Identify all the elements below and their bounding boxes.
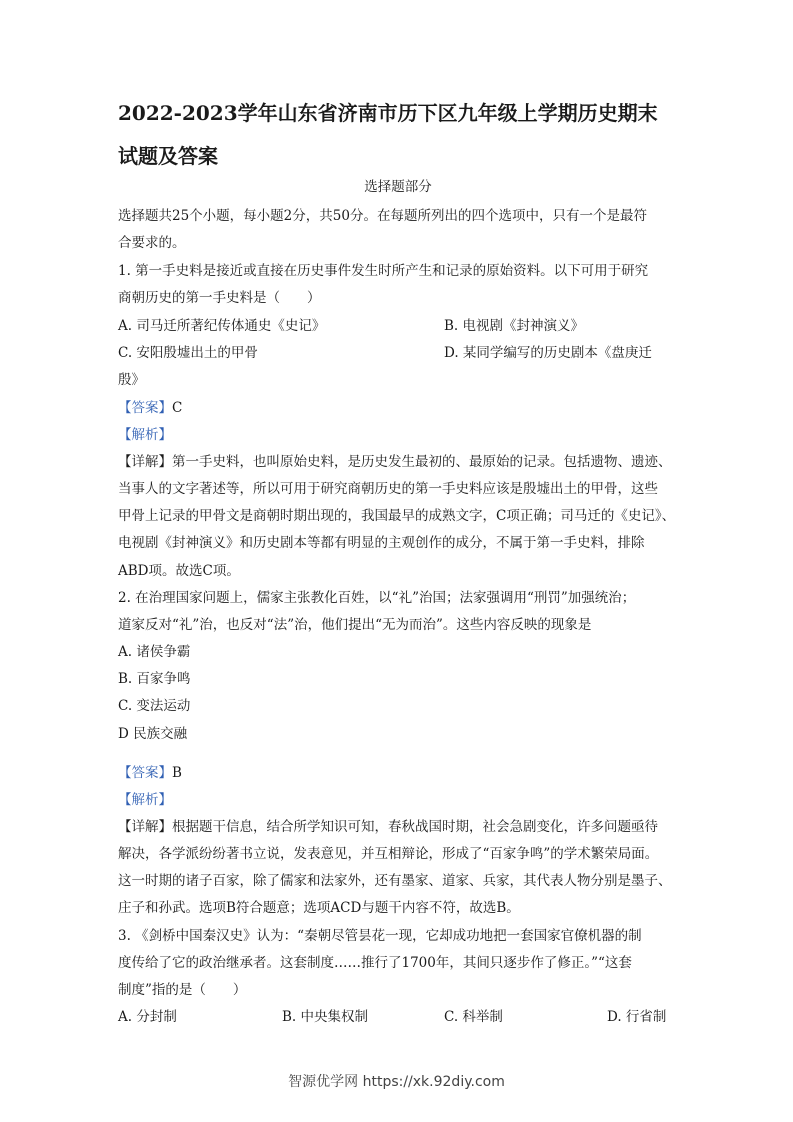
q1-option-d-continued: 殷》 — [118, 372, 145, 388]
q3-option-b: B. 中央集权制 — [282, 1009, 369, 1025]
q1-stem-line-1: 1. 第一手史料是接近或直接在历史事件发生时所产生和记录的原始资料。以下可用于研究 — [118, 263, 649, 279]
q1-answer-value: C — [172, 400, 183, 416]
q2-detail-line-3: 这一时期的诸子百家，除了儒家和法家外，还有墨家、道家、兵家，其代表人物分别是墨子、 — [118, 873, 672, 889]
q1-analysis-tag: 【解析】 — [118, 427, 172, 443]
q1-option-c: C. 安阳殷墟出土的甲骨 — [118, 345, 258, 361]
q1-detail-line-3: 甲骨上记录的甲骨文是商朝时期出现的，我国最早的成熟文字，C项正确；司马迁的《史记》、 — [118, 508, 676, 524]
intro-line-1: 选择题共25个小题，每小题2分，共50分。在每题所列出的四个选项中，只有一个是最符 — [118, 208, 647, 224]
q3-option-c: C. 科举制 — [444, 1009, 503, 1025]
q1-answer-tag: 【答案】 — [118, 400, 172, 416]
q2-stem-line-2: 道家反对“礼”治，也反对“法”治，他们提出“无为而治”。这些内容反映的现象是 — [118, 617, 592, 633]
q1-detail-line-5: ABD项。故选C项。 — [118, 563, 240, 579]
q3-stem-line-1: 3. 《剑桥中国秦汉史》认为：“秦朝尽管昙花一现，它却成功地把一套国家官僚机器的制 — [118, 928, 642, 944]
q2-detail-line-4: 庄子和孙武。选项B符合题意；选项ACD与题干内容不符，故选B。 — [118, 900, 520, 916]
q2-stem-line-1: 2. 在治理国家问题上，儒家主张教化百姓，以“礼”治国；法家强调用“刑罚”加强统治； — [118, 590, 636, 606]
q1-detail-line-2: 当事人的文字著述等，所以可用于研究商朝历史的第一手史料应该是殷墟出土的甲骨，这些 — [118, 481, 658, 497]
footer-watermark: 智源优学网 https://xk.92diy.com — [288, 1074, 505, 1090]
q1-detail-line-1: 【详解】第一手史料，也叫原始史料，是历史发生最初的、最原始的记录。包括遗物、遗迹、 — [118, 454, 672, 470]
q3-stem-line-2: 度传给了它的政治继承者。这套制度……推行了1700年，其间只逐步作了修正。”“这套 — [118, 955, 632, 971]
q3-stem-line-3: 制度”指的是（ ） — [118, 982, 247, 998]
q2-answer-value: B — [172, 765, 182, 781]
q2-answer — [118, 764, 678, 782]
document-title-line-1: 2022-2023学年山东省济南市历下区九年级上学期历史期末 — [118, 101, 658, 125]
q1-detail-line-4: 电视剧《封神演义》和历史剧本等都有明显的主观创作的成分，不属于第一手史料，排除 — [118, 535, 645, 551]
q2-answer-tag: 【答案】 — [118, 765, 172, 781]
q2-option-b: B. 百家争鸣 — [118, 671, 191, 687]
q1-stem-line-2: 商朝历史的第一手史料是（ ） — [118, 290, 321, 306]
q2-detail-line-2: 解决，各学派纷纷著书立说，发表意见，并互相辩论，形成了“百家争鸣”的学术繁荣局面。 — [118, 846, 659, 862]
q2-option-c: C. 变法运动 — [118, 698, 191, 714]
q2-analysis-tag: 【解析】 — [118, 792, 172, 808]
q2-option-d: D 民族交融 — [118, 726, 188, 742]
q1-option-a: A. 司马迁所著纪传体通史《史记》 — [118, 318, 326, 334]
q2-option-a: A. 诸侯争霸 — [118, 644, 191, 660]
q3-option-a: A. 分封制 — [118, 1009, 177, 1025]
q1-option-d: D. 某同学编写的历史剧本《盘庚迁 — [444, 345, 652, 361]
intro-line-2: 合要求的。 — [118, 235, 186, 251]
q1-option-b: B. 电视剧《封神演义》 — [444, 318, 585, 334]
section-heading: 选择题部分 — [364, 179, 432, 195]
q2-detail-line-1: 【详解】根据题干信息，结合所学知识可知，春秋战国时期，社会急剧变化，许多问题亟待 — [118, 819, 658, 835]
q3-option-d: D. 行省制 — [607, 1009, 667, 1025]
q1-answer — [118, 399, 678, 417]
document-title-line-2: 试题及答案 — [118, 144, 218, 168]
